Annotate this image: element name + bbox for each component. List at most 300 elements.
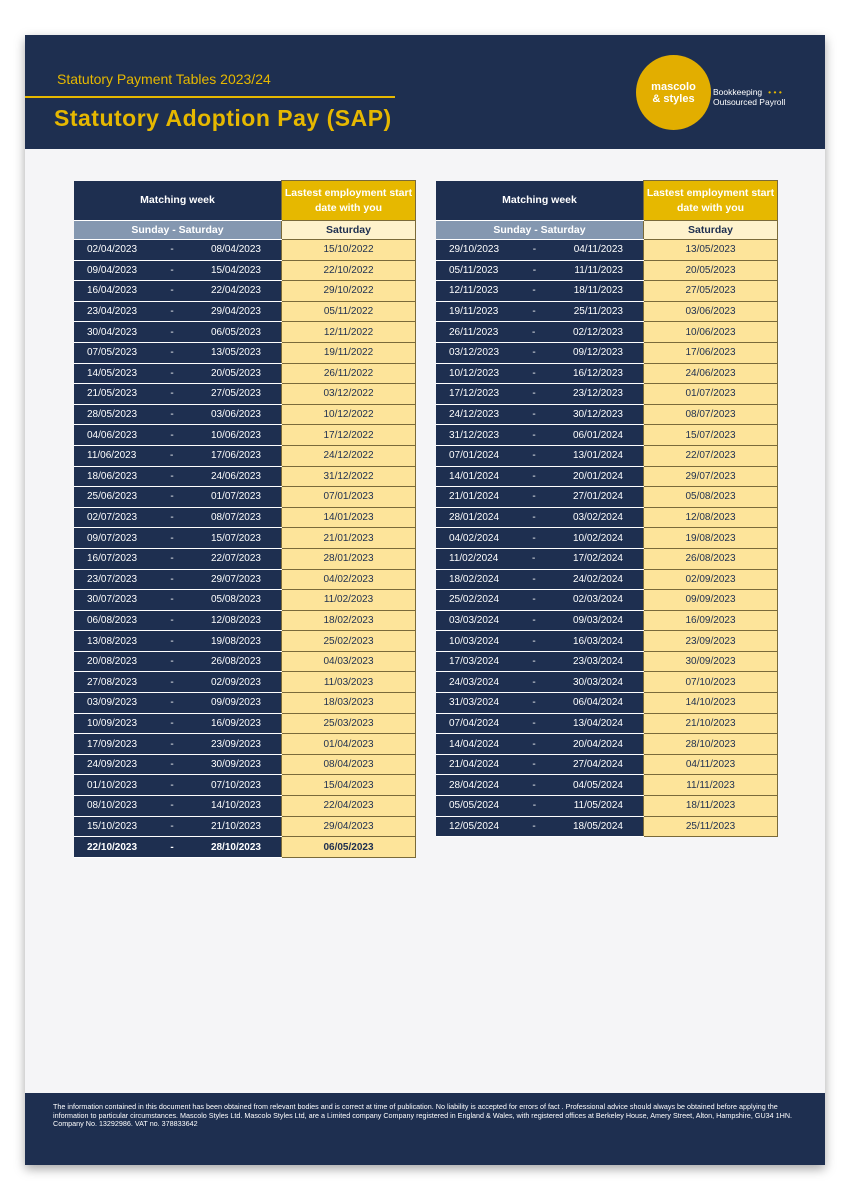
latest-start-date: 12/08/2023 [644,507,778,528]
week-start: 07/01/2024 [449,450,500,462]
latest-start-date: 21/01/2023 [282,528,416,549]
latest-start-date: 01/07/2023 [644,384,778,405]
week-end: 21/10/2023 [210,820,261,832]
sunday-saturday-header: Sunday - Saturday [436,221,644,240]
dash: - [170,841,174,853]
table-row [74,301,416,322]
latest-start-date: 08/04/2023 [282,754,416,775]
week-start: 12/05/2024 [449,820,500,832]
week-end: 03/02/2024 [572,512,623,524]
week-start: 22/10/2023 [87,841,138,853]
latest-start-date: 24/12/2022 [282,445,416,466]
latest-start-date: 28/10/2023 [644,734,778,755]
week-end: 30/09/2023 [210,759,261,771]
week-start: 05/05/2024 [449,800,500,812]
week-start: 27/08/2023 [87,676,138,688]
matching-week-cell [436,651,644,672]
company-logo [636,55,711,130]
latest-start-header: Lastest employment start date with you [282,181,416,221]
table-row [436,713,778,734]
matching-week-cell [74,754,282,775]
latest-start-date: 27/05/2023 [644,281,778,302]
matching-week-cell [436,590,644,611]
week-end: 04/05/2024 [572,779,623,791]
dash: - [532,656,536,668]
dash: - [532,738,536,750]
week-end: 23/03/2024 [572,656,623,668]
week-end: 02/03/2024 [572,594,623,606]
week-start: 09/04/2023 [87,264,138,276]
week-end: 14/10/2023 [210,800,261,812]
week-end: 18/05/2024 [572,820,623,832]
dash: - [532,635,536,647]
week-end: 25/11/2023 [573,306,623,318]
latest-start-date: 11/11/2023 [644,775,778,796]
week-start: 14/05/2023 [87,367,138,379]
matching-week-cell [74,569,282,590]
dash: - [170,676,174,688]
table-row [74,260,416,281]
table-row [436,528,778,549]
latest-start-date: 08/07/2023 [644,404,778,425]
week-start: 15/10/2023 [87,820,138,832]
latest-start-date: 10/12/2022 [282,404,416,425]
table-row [74,281,416,302]
matching-week-cell [436,775,644,796]
table-row [436,693,778,714]
table-row [74,693,416,714]
matching-week-header: Matching week [74,181,282,221]
latest-start-date: 01/04/2023 [282,734,416,755]
week-end: 13/05/2023 [210,347,261,359]
week-start: 10/12/2023 [449,367,500,379]
latest-start-date: 31/12/2022 [282,466,416,487]
matching-week-cell [74,734,282,755]
matching-week-cell [436,445,644,466]
dots-icon: • • • [768,87,782,97]
latest-start-date: 17/12/2022 [282,425,416,446]
week-end: 17/06/2023 [210,450,261,462]
table-row [74,837,416,858]
dash: - [170,573,174,585]
table-row [74,569,416,590]
dash: - [170,697,174,709]
week-start: 06/08/2023 [87,614,138,626]
page-title: Statutory Adoption Pay (SAP) [54,105,392,131]
week-start: 07/04/2024 [449,717,500,729]
matching-week-cell [74,796,282,817]
week-end: 10/06/2023 [210,429,261,441]
week-end: 11/11/2023 [574,264,623,276]
dash: - [532,306,536,318]
week-end: 09/09/2023 [210,697,261,709]
week-start: 03/12/2023 [449,347,500,359]
subheader-row [74,221,416,240]
week-end: 27/04/2024 [572,759,623,771]
table-row [74,796,416,817]
latest-start-date: 21/10/2023 [644,713,778,734]
matching-week-cell [436,734,644,755]
header-row [74,181,416,221]
dash: - [170,532,174,544]
saturday-header: Saturday [644,221,778,240]
dash: - [170,820,174,832]
page-footer [25,1093,825,1165]
week-start: 20/08/2023 [87,656,138,668]
latest-start-date: 14/01/2023 [282,507,416,528]
dash: - [170,367,174,379]
dash: - [532,532,536,544]
matching-week-cell [436,816,644,837]
dash: - [532,409,536,421]
week-end: 11/05/2024 [573,800,623,812]
tagline-payroll: Outsourced Payroll [713,97,786,107]
latest-start-date: 26/11/2022 [282,363,416,384]
week-end: 16/09/2023 [210,717,261,729]
matching-week-cell [74,404,282,425]
week-start: 04/06/2023 [87,429,138,441]
week-end: 09/03/2024 [572,614,623,626]
latest-start-header: Lastest employment start date with you [644,181,778,221]
latest-start-date: 17/06/2023 [644,342,778,363]
matching-week-cell [436,569,644,590]
matching-week-cell [74,631,282,652]
matching-week-cell [436,260,644,281]
week-start: 18/02/2024 [449,573,500,585]
table-row [436,590,778,611]
matching-week-cell [74,548,282,569]
table-row [74,590,416,611]
latest-start-date: 11/03/2023 [282,672,416,693]
latest-start-date: 18/02/2023 [282,610,416,631]
latest-start-date: 04/02/2023 [282,569,416,590]
dash: - [170,779,174,791]
matching-week-cell [436,404,644,425]
matching-week-cell [436,281,644,302]
dash: - [170,717,174,729]
week-start: 19/11/2023 [449,306,499,318]
dash: - [170,553,174,565]
week-end: 26/08/2023 [210,656,261,668]
dash: - [532,717,536,729]
week-start: 28/01/2024 [449,512,500,524]
week-start: 30/07/2023 [87,594,138,606]
latest-start-date: 15/07/2023 [644,425,778,446]
week-start: 17/03/2024 [449,656,500,668]
dash: - [170,326,174,338]
table-row [436,425,778,446]
dash: - [170,264,174,276]
week-end: 08/04/2023 [210,244,261,256]
table-row [436,322,778,343]
document-subtitle: Statutory Payment Tables 2023/24 [57,71,271,87]
matching-week-cell [74,816,282,837]
week-start: 08/10/2023 [87,800,138,812]
table-row [436,796,778,817]
week-end: 30/03/2024 [572,676,623,688]
latest-start-date: 09/09/2023 [644,590,778,611]
latest-start-date: 22/04/2023 [282,796,416,817]
week-end: 20/05/2023 [210,367,261,379]
table-row [436,631,778,652]
latest-start-date: 07/10/2023 [644,672,778,693]
matching-week-cell [436,425,644,446]
latest-start-date: 10/06/2023 [644,322,778,343]
page-header [25,35,825,149]
sap-table-left [74,180,416,858]
table-row [436,363,778,384]
latest-start-date: 29/04/2023 [282,816,416,837]
matching-week-cell [74,301,282,322]
dash: - [532,779,536,791]
latest-start-date: 30/09/2023 [644,651,778,672]
table-row [436,260,778,281]
week-start: 17/09/2023 [87,738,138,750]
latest-start-date: 03/06/2023 [644,301,778,322]
matching-week-cell [74,610,282,631]
week-start: 11/06/2023 [87,450,137,462]
matching-week-cell [436,528,644,549]
week-end: 27/05/2023 [210,388,261,400]
week-start: 25/06/2023 [87,491,138,503]
dash: - [170,347,174,359]
table-row [436,775,778,796]
table-row [436,651,778,672]
dash: - [532,614,536,626]
dash: - [170,512,174,524]
table-row [436,569,778,590]
latest-start-date: 23/09/2023 [644,631,778,652]
week-end: 02/09/2023 [210,676,261,688]
dash: - [532,697,536,709]
table-row [436,734,778,755]
week-start: 23/07/2023 [87,573,138,585]
week-start: 13/08/2023 [87,635,138,647]
dash: - [532,244,537,256]
table-row [436,445,778,466]
week-start: 03/03/2024 [449,614,500,626]
latest-start-date: 04/11/2023 [644,754,778,775]
dash: - [532,491,536,503]
matching-week-cell [74,384,282,405]
table-row [436,672,778,693]
week-end: 07/10/2023 [210,779,261,791]
table-row [74,322,416,343]
table-row [436,754,778,775]
dash: - [532,594,536,606]
dash: - [532,450,536,462]
table-row [436,507,778,528]
matching-week-cell [74,775,282,796]
latest-start-date: 04/03/2023 [282,651,416,672]
dash: - [532,470,536,482]
latest-start-date: 07/01/2023 [282,487,416,508]
matching-week-cell [74,713,282,734]
week-end: 29/04/2023 [210,306,261,318]
table-row [74,734,416,755]
week-end: 06/05/2023 [210,326,261,338]
table-row [74,631,416,652]
matching-week-cell [436,693,644,714]
table-row [74,775,416,796]
week-start: 21/04/2024 [449,759,500,771]
subheader-row [436,221,778,240]
table-row [74,240,416,261]
week-start: 26/11/2023 [449,326,499,338]
matching-week-cell [74,342,282,363]
matching-week-cell [436,631,644,652]
logo-line-1: mascolo [651,80,696,93]
table-row [74,487,416,508]
week-start: 03/09/2023 [87,697,138,709]
matching-week-cell [74,363,282,384]
matching-week-cell [74,240,282,261]
latest-start-date: 15/10/2022 [282,240,416,261]
saturday-header: Saturday [282,221,416,240]
dash: - [532,367,536,379]
week-end: 08/07/2023 [210,512,261,524]
table-row [74,342,416,363]
week-end: 23/09/2023 [210,738,261,750]
week-start: 23/04/2023 [87,306,138,318]
matching-week-cell [74,590,282,611]
dash: - [532,388,536,400]
dash: - [170,759,174,771]
table-row [436,342,778,363]
dash: - [532,429,536,441]
week-start: 25/02/2024 [449,594,500,606]
week-start: 07/05/2023 [87,347,138,359]
week-end: 09/12/2023 [572,347,623,359]
table-row [436,487,778,508]
week-end: 02/12/2023 [572,326,623,338]
footer-disclaimer: The information contained in this document has been obtained from relevant bodies and is correct at time of publication. No liability is accepted for errors of fact . Professional advice should always be obtained before applying the information to particular circumstances. Mascolo Styles Ltd. Mascolo Styles Ltd, are a Limited company Company registered in England & Wales, with registered offices at Berkeley House, Amery Street, Alton, Hampshire, GU34 1HN. Company No. 13292986. VAT no. 378833642 [53,1102,793,1129]
week-start: 09/07/2023 [87,532,138,544]
matching-week-cell [74,445,282,466]
week-start: 02/04/2023 [87,244,138,256]
matching-week-cell [74,425,282,446]
latest-start-date: 11/02/2023 [282,590,416,611]
dash: - [170,594,174,606]
dash: - [532,800,537,812]
table-row [74,672,416,693]
dash: - [170,738,174,750]
dash: - [532,264,537,276]
dash: - [169,450,174,462]
table-row [74,384,416,405]
week-end: 06/01/2024 [572,429,623,441]
dash: - [531,553,536,565]
matching-week-cell [74,281,282,302]
week-start: 24/03/2024 [449,676,500,688]
dash: - [532,676,536,688]
dash: - [170,285,174,297]
sunday-saturday-header: Sunday - Saturday [74,221,282,240]
dash: - [170,614,174,626]
latest-start-date: 22/07/2023 [644,445,778,466]
matching-week-cell [436,322,644,343]
table-row [74,466,416,487]
table-row [436,240,778,261]
week-end: 17/02/2024 [572,553,623,565]
week-end: 20/04/2024 [572,738,623,750]
week-start: 21/01/2024 [449,491,500,503]
latest-start-date: 26/08/2023 [644,548,778,569]
tagline-bookkeeping: Bookkeeping [713,87,763,97]
matching-week-cell [74,672,282,693]
latest-start-date: 20/05/2023 [644,260,778,281]
latest-start-date: 14/10/2023 [644,693,778,714]
dash: - [532,285,536,297]
dash: - [532,347,536,359]
matching-week-cell [74,260,282,281]
matching-week-cell [74,651,282,672]
matching-week-cell [436,610,644,631]
table-row [436,466,778,487]
week-end: 05/08/2023 [210,594,261,606]
week-end: 27/01/2024 [572,491,623,503]
matching-week-cell [74,466,282,487]
week-end: 24/02/2024 [572,573,623,585]
table-row [74,548,416,569]
week-start: 05/11/2023 [449,264,499,276]
table-row [74,445,416,466]
table-row [436,610,778,631]
table-row [74,816,416,837]
week-start: 30/04/2023 [87,326,138,338]
table-row [74,507,416,528]
table-row [436,281,778,302]
latest-start-date: 19/11/2022 [282,342,416,363]
sap-table-right [436,180,778,837]
week-start: 18/06/2023 [87,470,138,482]
week-end: 24/06/2023 [210,470,261,482]
latest-start-date: 18/03/2023 [282,693,416,714]
week-start: 12/11/2023 [449,285,499,297]
week-start: 14/04/2024 [449,738,500,750]
matching-week-cell [436,672,644,693]
dash: - [170,306,174,318]
latest-start-date: 15/04/2023 [282,775,416,796]
logo-line-2: & styles [652,92,695,105]
latest-start-date: 05/08/2023 [644,487,778,508]
latest-start-date: 29/10/2022 [282,281,416,302]
table-row [74,528,416,549]
dash: - [170,429,174,441]
table-row [74,610,416,631]
week-start: 24/12/2023 [449,409,500,421]
week-end: 16/12/2023 [572,367,623,379]
matching-week-cell [436,240,644,261]
latest-start-date: 29/07/2023 [644,466,778,487]
week-start: 28/04/2024 [449,779,500,791]
table-row [436,404,778,425]
week-end: 01/07/2023 [210,491,261,503]
latest-start-date: 16/09/2023 [644,610,778,631]
week-end: 15/07/2023 [210,532,261,544]
dash: - [170,470,174,482]
week-end: 30/12/2023 [572,409,623,421]
matching-week-cell [74,837,282,858]
week-start: 24/09/2023 [87,759,138,771]
week-start: 31/12/2023 [449,429,500,441]
week-end: 15/04/2023 [210,264,261,276]
week-end: 20/01/2024 [572,470,623,482]
table-row [436,301,778,322]
dash: - [170,491,174,503]
latest-start-date: 12/11/2022 [282,322,416,343]
document-page [25,35,825,1165]
